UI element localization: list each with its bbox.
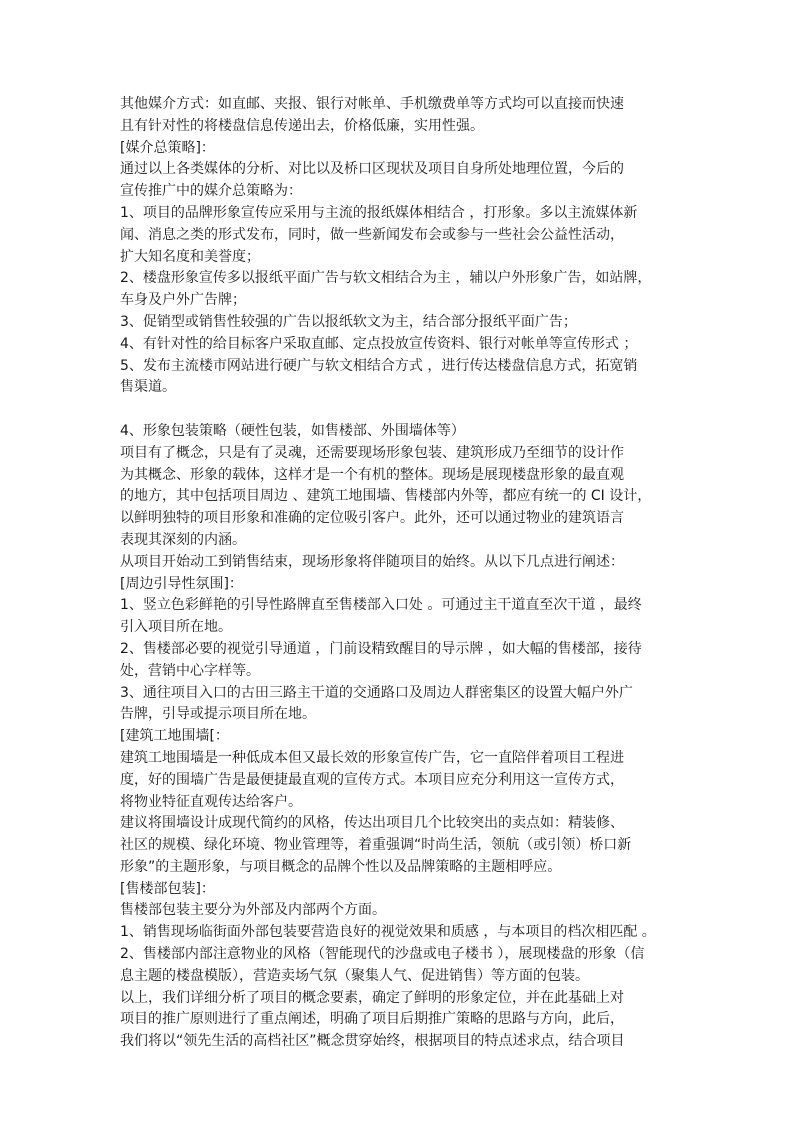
document-body — [120, 94, 680, 1053]
blank-line — [120, 399, 680, 421]
text-line: 建筑工地围墙是一种低成本但又最长效的形象宣传广告，它一直陪伴着项目工程进 — [120, 749, 624, 766]
text-line: 1、项目的品牌形象宣传应采用与主流的报纸媒体相结合 ，打形象。多以主流媒体新 — [120, 204, 638, 221]
text-line: 引入项目所在地。 — [120, 619, 232, 636]
text-line: 以上，我们详细分析了项目的概念要素，确定了鲜明的形象定位，并在此基础上对 — [120, 989, 624, 1006]
text-line: 从项目开始动工到销售结束，现场形象将伴随项目的始终。从以下几点进行阐述： — [120, 553, 624, 570]
text-line: 宣传推广中的媒介总策略为： — [120, 183, 302, 200]
text-line: [周边引导性氛围]： — [120, 575, 243, 592]
text-line: 售楼部包装主要分为外部及内部两个方面。 — [120, 902, 386, 919]
text-line: 息主题的楼盘模版），营造卖场气氛（聚集人气、促进销售）等方面的包装。 — [120, 967, 589, 984]
text-line: 2、售楼部内部注意物业的风格（智能现代的沙盘或电子楼书 ），展现楼盘的形象（信 — [120, 946, 645, 963]
text-line: 扩大知名度和美誉度； — [120, 248, 260, 265]
text-line: 3、促销型或销售性较强的广告以报纸软文为主，结合部分报纸平面广告； — [120, 313, 577, 330]
text-line: 的地方，其中包括项目周边 、建筑工地围墙、售楼部内外等，都应有统一的 CI 设计， — [120, 488, 652, 505]
text-line: 形象”的主题形象，与项目概念的品牌个性以及品牌策略的主题相呼应。 — [120, 858, 562, 875]
text-line: 3、通往项目入口的古田三路主干道的交通路口及周边人群密集区的设置大幅户外广 — [120, 684, 633, 701]
text-line: 售渠道。 — [120, 379, 176, 396]
text-line: 4、有针对性的给目标客户采取直邮、定点投放宣传资料、银行对帐单等宣传形式 ； — [120, 335, 638, 352]
text-line: 5、发布主流楼市网站进行硬广与软文相结合方式 ，进行传达楼盘信息方式，拓宽销 — [120, 357, 638, 374]
text-line: [售楼部包装]： — [120, 880, 215, 897]
text-line: 1、竖立色彩鲜艳的引导性路牌直至售楼部入口处 。可通过主干道直至次干道 ，最终 — [120, 597, 642, 614]
text-line: 4、形象包装策略（硬性包装，如售楼部、外围墙体等） — [120, 422, 465, 439]
text-line: 且有针对性的将楼盘信息传递出去，价格低廉，实用性强。 — [120, 117, 484, 134]
text-line: 项目的推广原则进行了重点阐述，明确了项目后期推广策略的思路与方向，此后， — [120, 1011, 624, 1028]
text-line: 告牌，引导或提示项目所在地。 — [120, 706, 316, 723]
text-line: 2、楼盘形象宣传多以报纸平面广告与软文相结合为主 ，辅以户外形象广告，如站牌， — [120, 270, 652, 287]
text-line: 闻、消息之类的形式发布，同时，做一些新闻发布会或参与一些社会公益性活动， — [120, 226, 624, 243]
text-line: [建筑工地围墙[： — [120, 728, 229, 745]
text-line: 处，营销中心字样等。 — [120, 662, 260, 679]
text-line: 其他媒介方式：如直邮、夹报、银行对帐单、手机缴费单等方式均可以直接而快速 — [120, 96, 624, 112]
text-line: 我们将以“领先生活的高档社区”概念贯穿始终，根据项目的特点述求点，结合项目 — [120, 1033, 625, 1050]
text-line: 通过以上各类媒体的分析、对比以及桥口区现状及项目自身所处地理位置，今后的 — [120, 161, 624, 178]
text-line: [媒介总策略]： — [120, 139, 215, 156]
text-line: 度，好的围墙广告是最便捷最直观的宣传方式。本项目应充分利用这一宣传方式， — [120, 771, 624, 788]
text-line: 建议将围墙设计成现代简约的风格，传达出项目几个比较突出的卖点如：精装修、 — [120, 815, 624, 832]
text-line: 车身及户外广告牌； — [120, 292, 246, 309]
text-line: 将物业特征直观传达给客户。 — [120, 793, 302, 810]
text-line: 项目有了概念，只是有了灵魂，还需要现场形象包装、建筑形成乃至细节的设计作 — [120, 444, 624, 461]
text-line: 2、售楼部必要的视觉引导通道 ，门前设精致醒目的导示牌 ，如大幅的售楼部，接待 — [120, 640, 642, 657]
text-line: 以鲜明独特的项目形象和准确的定位吸引客户。此外，还可以通过物业的建筑语言 — [120, 510, 624, 527]
text-line: 社区的规模、绿化环境、物业管理等，着重强调“时尚生活，领航（或引领）桥口新 — [120, 837, 632, 854]
text-line: 为其概念、形象的载体，这样才是一个有机的整体。现场是展现楼盘形象的最直观 — [120, 466, 624, 483]
text-line: 表现其深刻的内涵。 — [120, 531, 246, 548]
text-line: 1、销售现场临街面外部包装要营造良好的视觉效果和质感 ，与本项目的档次相匹配 。 — [120, 924, 656, 941]
